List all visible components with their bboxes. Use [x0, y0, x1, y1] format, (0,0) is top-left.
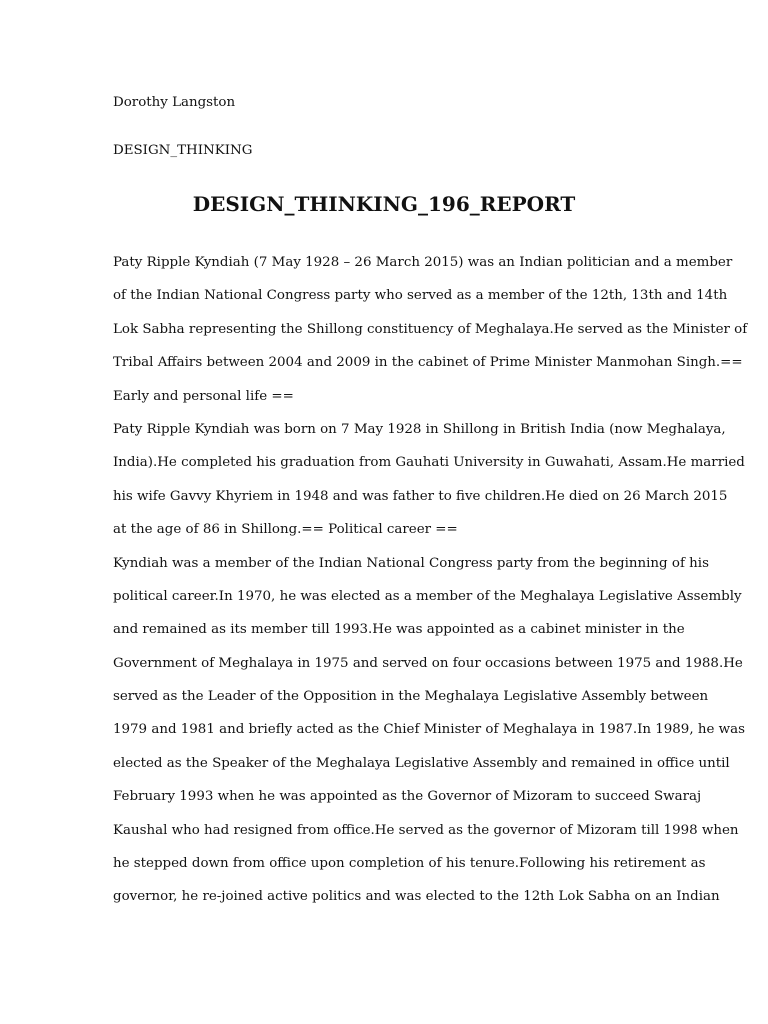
body-line: Early and personal life ==	[113, 388, 294, 404]
body-line: served as the Leader of the Opposition in the Meghalaya Legislative Assembly between	[113, 689, 709, 705]
course-name: DESIGN_THINKING	[113, 143, 253, 158]
author-name: Dorothy Langston	[113, 95, 236, 110]
body-line: Paty Ripple Kyndiah (7 May 1928 – 26 March 2015) was an Indian politician and a member	[113, 255, 733, 270]
body-line: elected as the Speaker of the Meghalaya Legislative Assembly and remained in office until	[113, 755, 730, 771]
body-line: India).He completed his graduation from Gauhati University in Guwahati, Assam.He married	[113, 455, 745, 471]
body-line: governor, he re-joined active politics and was elected to the 12th Lok Sabha on an Indian	[113, 889, 720, 905]
body-line: Government of Meghalaya in 1975 and served on four occasions between 1975 and 1988.He	[113, 655, 743, 671]
body-line: Kyndiah was a member of the Indian National Congress party from the beginning of his	[113, 555, 709, 571]
body-line: and remained as its member till 1993.He was appointed as a cabinet minister in the	[113, 622, 685, 638]
body-line: at the age of 86 in Shillong.== Political career ==	[113, 522, 458, 538]
body-line: Paty Ripple Kyndiah was born on 7 May 1928 in Shillong in British India (now Meghalaya,	[113, 421, 726, 437]
body-line: February 1993 when he was appointed as the Governor of Mizoram to succeed Swaraj	[113, 789, 702, 805]
body-line: of the Indian National Congress party who served as a member of the 12th, 13th and 14th	[113, 288, 728, 304]
body-line: his wife Gavvy Khyriem in 1948 and was father to five children.He died on 26 March 2015	[113, 488, 728, 504]
body-line: Kaushal who had resigned from office.He served as the governor of Mizoram till 1998 when	[113, 822, 739, 838]
body-line: Lok Sabha representing the Shillong constituency of Meghalaya.He served as the Minister of	[113, 321, 748, 337]
body-line: 1979 and 1981 and briefly acted as the Chief Minister of Meghalaya in 1987.In 1989, he was	[113, 722, 745, 738]
body-line: Tribal Affairs between 2004 and 2009 in the cabinet of Prime Minister Manmohan Singh.==	[113, 355, 743, 371]
body-line: he stepped down from office upon completion of his tenure.Following his retirement as	[113, 856, 706, 872]
body-line: political career.In 1970, he was elected as a member of the Meghalaya Legislative Assembly	[113, 588, 742, 604]
report-title: DESIGN_THINKING_196_REPORT	[192, 192, 576, 216]
report-body	[113, 254, 747, 922]
